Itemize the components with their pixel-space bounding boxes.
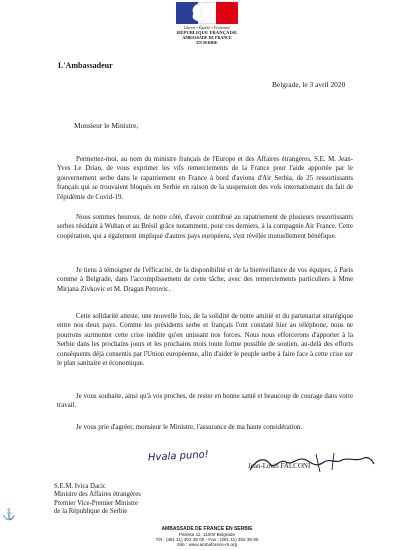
embassy-name-line2: EN SERBIE bbox=[196, 40, 218, 45]
french-flag-icon bbox=[176, 2, 238, 24]
paragraph-5: Je vous souhaite, ainsi qu'à vos proches, de rester en bonne santé et beaucoup de courage dans votre travail. bbox=[57, 393, 353, 410]
handwritten-note: Hvala puno! bbox=[147, 449, 210, 464]
motto-text: Liberté • Égalité • Fraternité bbox=[183, 25, 231, 30]
embassy-name-line1: AMBASSADE DE FRANCE bbox=[182, 35, 232, 40]
footer-address: Pariska 11, 11000 Belgrade bbox=[178, 532, 235, 537]
paragraph-2: Nous sommes heureux, de notre côté, d'avoir contribué au rapatriement de plusieurs ressortissants serbes résidant à Wuhan et au Brésil grâce notamment, pour ces derniers, à la compagnie Air France. Cette coopération, qui a également impliqué d'autres pays européens, s'est révélée mutuellement bénéfique. bbox=[57, 214, 353, 240]
recipient-line: S.E.M. Ivica Dacic bbox=[54, 483, 106, 490]
republic-name: RÉPUBLIQUE FRANÇAISE bbox=[176, 30, 238, 35]
signer-name: Jean-Louis FALCONI bbox=[248, 462, 311, 470]
footer-embassy-name: AMBASSADE DE FRANCE EN SERBIE bbox=[161, 526, 253, 532]
anchor-icon: ⚓ bbox=[2, 509, 16, 521]
paragraph-3: Je tiens à témoigner de l'efficacité, de la disponibilité et de la bienveillance de vos équipes, à Paris comme à Belgrade, dans l'accomplissement de cette tâche, avec des remerciements particuliers à Mme Mirjana Zivkovic et M. Dragan Petrovic. bbox=[57, 267, 353, 293]
paragraph-1: Permettez-moi, au nom du ministre français de l'Europe et des Affaires étrangères, S.E. M. Jean-Yves Le Drian, de vous exprimer les vifs remerciements de la France pour l'aide apportée par le gouvernement serbe dans le rapatriement en France à bord d'avions d'Air Serbia, de 25 ressortissants français qui se trouvaient bloqués en Serbie en raison de la suspension des vols internationaux du fait de l'épidémie de Covid-19. bbox=[57, 156, 353, 201]
recipient-line: Ministre des Affaires étrangères bbox=[54, 491, 141, 499]
footer-website: Site : www.ambafrance-rs.org bbox=[176, 542, 238, 547]
letter-date: Belgrade, le 3 avril 2020 bbox=[272, 80, 346, 89]
marianne-profile-icon bbox=[188, 3, 212, 23]
recipient-line: de la République de Serbie bbox=[54, 507, 128, 515]
recipient-line: Premier Vice-Premier Ministre bbox=[54, 499, 139, 507]
salutation: Monsieur le Ministre, bbox=[74, 121, 139, 130]
paragraph-6: Je vous prie d'agréer, monsieur le Ministre, l'assurance de ma haute considération. bbox=[76, 424, 303, 431]
footer-phone-fax: Tél : (381 11) 302 35 00 - Fax : (381 11) 302 35 90 bbox=[155, 537, 259, 542]
paragraph-4: Cette solidarité atteste, une nouvelle fois, de la solidité de notre amitié et du partenariat stratégique entre nos deux pays. Comme les présidents serbe et français l'ont constaté hier au téléphone, nous ne pourrons surmonter cette crise inédite qu'en unissant nos forces. Nous nous efforcerons d'apporter à la Serbie dans les prochains jours et les prochains mois toute forme possible de soutien, au-delà des efforts conséquents déjà consentis par l'Union européenne, afin d'aider le peuple serbe à faire face à cette crise sur le plan sanitaire et économique. bbox=[57, 313, 353, 368]
recipient-block bbox=[54, 483, 141, 516]
republique-francaise-logo bbox=[172, 2, 242, 45]
sender-title: L'Ambassadeur bbox=[58, 61, 113, 70]
